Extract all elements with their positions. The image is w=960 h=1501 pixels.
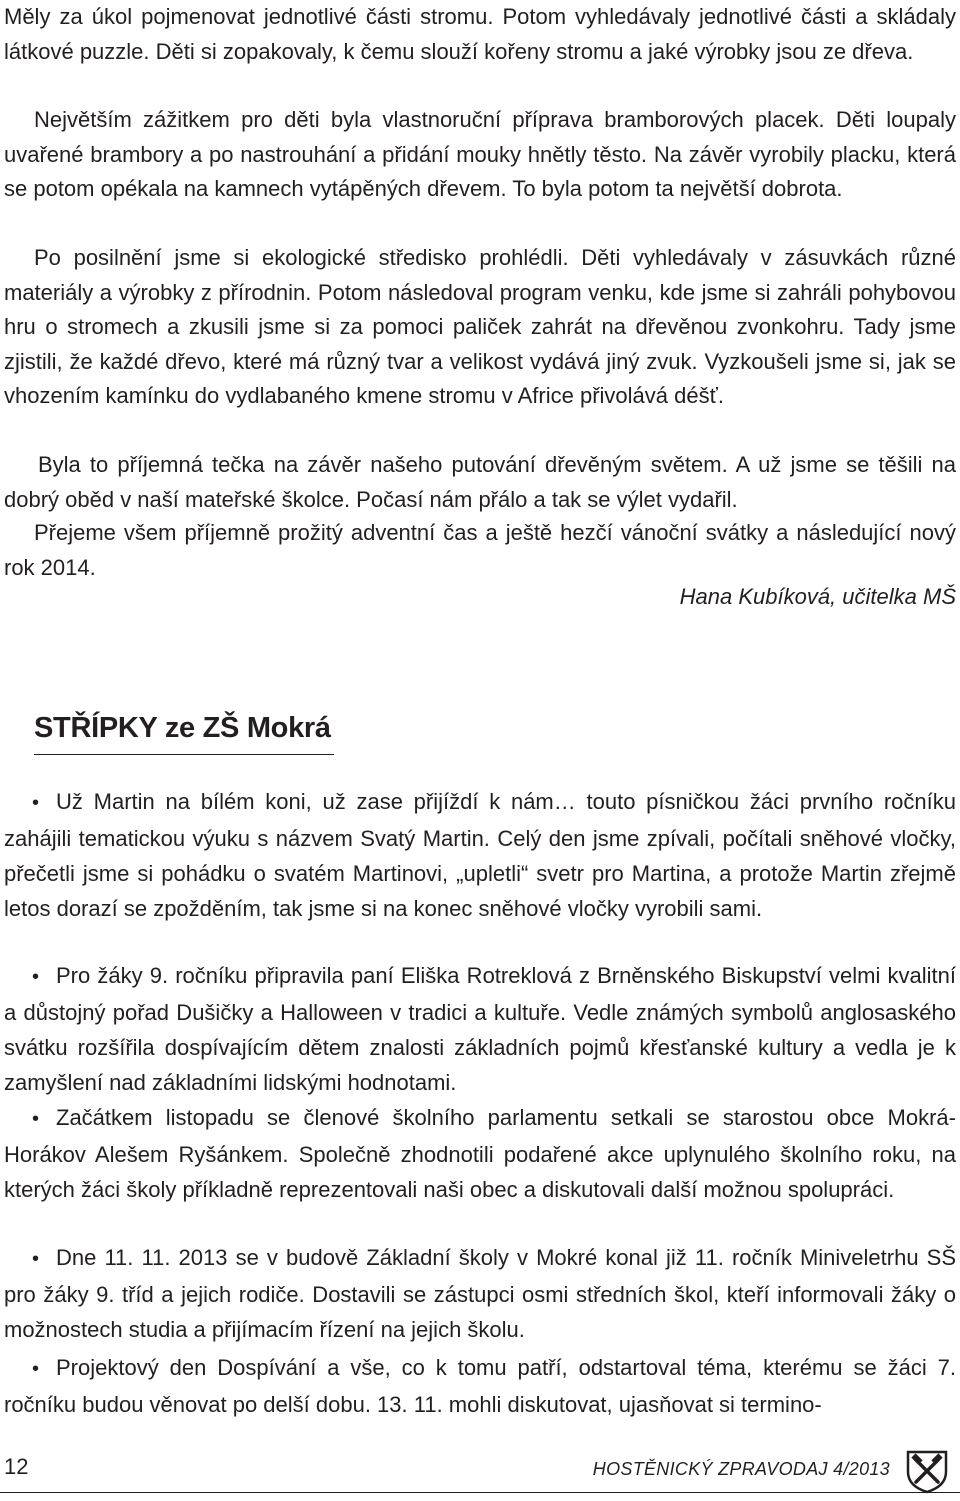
bullet-item-4 (4, 1240, 956, 1347)
bullet-marker: • (32, 1108, 40, 1130)
page-number: 12 (4, 1454, 29, 1479)
coat-of-arms-icon (902, 1446, 952, 1494)
bullet-item-2 (4, 958, 956, 1100)
bullet-text: Projektový den Dospívání a vše, co k tomu patří, odstartoval téma, kterému se žáci 7. ročníku budou věnovat po delší dobu. 13. 11. mohli diskutovat, ujasňovat si termino- (4, 1355, 956, 1417)
bullet-marker: • (32, 792, 40, 814)
publication-title: HOSTĚNICKÝ ZPRAVODAJ 4/2013 (592, 1459, 890, 1479)
paragraph-4: Byla to příjemná tečka na závěr našeho putování dřevěným světem. A už jsme se těšili na dobrý oběd v naší mateřské školce. Počasí nám přálo a tak se výlet vydařil. (4, 452, 956, 512)
bullet-item-5 (4, 1350, 956, 1422)
paragraph-3: Po posilnění jsme si ekologické středisko prohlédli. Děti vyhledávaly v zásuvkách různé materiály a výrobky z přírodnin. Potom následoval program venku, kde jsme si zahráli pohybovou hru o stromech a zkusili jsme si za pomoci paliček zahrát na dřevěnou zvonkohru. Tady jsme zjistili, že každé dřevo, které má různý tvar a velikost vydává jiný zvuk. Vyzkoušeli jsme si, jak se vhozením kamínku do vydlabaného kmene stromu v Africe přivolává déšť. (4, 245, 956, 408)
author-signature: Hana Kubíková, učitelka MŠ (679, 584, 956, 609)
bullet-text: Už Martin na bílém koni, už zase přijíždí k nám… touto písničkou žáci prvního ročníku zahájili tematickou výuku s názvem Svatý Martin. Celý den jsme zpívali, počítali sněhové vločky, přečetli jsme si pohádku o svatém Martinovi, „upletli“ svetr pro Martina, a protože Martin zřejmě letos dorazí se zpožděním, tak jsme si na konec sněhové vločky vyrobili sami. (4, 789, 956, 921)
paragraph-5: Přejeme všem příjemně prožitý adventní čas a ještě hezčí vánoční svátky a následující nový rok 2014. (4, 520, 956, 580)
bullet-text: Začátkem listopadu se členové školního parlamentu setkali se starostou obce Mokrá-Horákov Alešem Ryšánkem. Společně zhodnotili podařené akce uplynulého školního roku, na kterých žáci školy příkladně reprezentovali naši obec a diskutovali další možnou spolupráci. (4, 1105, 956, 1202)
bullet-text: Pro žáky 9. ročníku připravila paní Eliška Rotreklová z Brněnského Biskupství velmi kvalitní a důstojný pořad Dušičky a Halloween v tradici a kultuře. Vedle známých symbolů anglosaského svátku rozšířila dospívajícím dětem znalosti základních pojmů křesťanské kultury a vedla je k zamyšlení nad základními lidskými hodnotami. (4, 963, 956, 1095)
footer-rule (0, 1492, 960, 1493)
paragraph-2: Největším zážitkem pro děti byla vlastnoruční příprava bramborových placek. Děti loupaly uvařené brambory a po nastrouhání a přidání mouky hnětly těsto. Na závěr vyrobily placku, která se potom opékala na kamnech vytápěných dřevem. To byla potom ta největší dobrota. (4, 107, 956, 201)
bullet-text: Dne 11. 11. 2013 se v budově Základní školy v Mokré konal již 11. ročník Miniveletrhu SŠ pro žáky 9. tříd a jejich rodiče. Dostavili se zástupci osmi středních škol, kteří informovali žáky o možnostech studia a přijímacím řízení na jejich školu. (4, 1245, 956, 1342)
bullet-marker: • (32, 966, 40, 988)
bullet-item-3 (4, 1100, 956, 1207)
paragraph-1: Měly za úkol pojmenovat jednotlivé části stromu. Potom vyhledávaly jednotlivé části a skládaly látkové puzzle. Děti si zopakovaly, k čemu slouží kořeny stromu a jaké výrobky jsou ze dřeva. (4, 4, 956, 64)
bullet-marker: • (32, 1248, 40, 1270)
bullet-item-1 (4, 784, 956, 926)
section-title: STŘÍPKY ze ZŠ Mokrá (34, 702, 334, 755)
bullet-marker: • (32, 1358, 40, 1380)
